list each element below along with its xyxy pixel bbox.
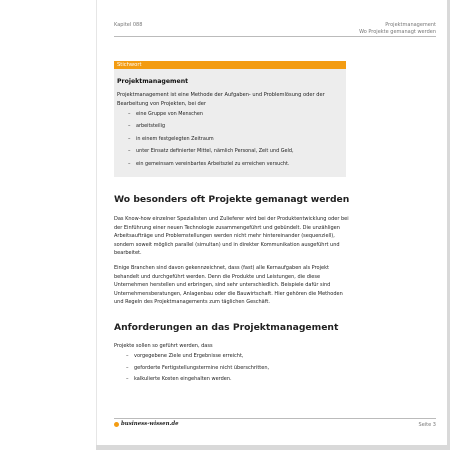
section-heading-requirements: Anforderungen an das Projektmanagement	[114, 322, 339, 333]
requirements-list	[126, 352, 269, 387]
footer-divider	[114, 418, 436, 419]
list-item-text: kalkulierte Kosten eingehalten werden.	[134, 376, 232, 382]
list-item-text: in einem festgelegten Zeitraum	[136, 135, 214, 142]
keyword-box-intro: Projektmanagement ist eine Methode der Aufgaben- und Problemlösung oder der Bearbeitung von Projekten, bei der	[117, 92, 325, 107]
list-item-text: arbeitsteilig	[136, 123, 166, 130]
list-item-text: vorgegebene Ziele und Ergebnisse erreicht,	[134, 353, 244, 359]
keyword-box-list	[128, 110, 294, 172]
header-divider	[114, 36, 436, 37]
dash-bullet: –	[126, 364, 129, 371]
section2-intro: Projekte sollen so geführt werden, dass	[114, 343, 213, 349]
keyword-box	[114, 61, 346, 177]
list-item	[128, 122, 294, 134]
logo-text: business-wissen.de	[121, 421, 179, 427]
list-item	[126, 352, 269, 364]
list-item	[128, 147, 294, 159]
list-item	[126, 364, 269, 376]
section-heading-projects: Wo besonders oft Projekte gemanagt werden	[114, 194, 350, 205]
list-item-text: geforderte Fertigstellungstermine nicht überschritten,	[134, 364, 270, 371]
document-page	[96, 0, 447, 445]
header-topic-line2: Wo Projekte gemanagt werden	[359, 28, 436, 35]
list-item	[128, 160, 294, 172]
list-item	[126, 375, 269, 387]
dash-bullet: –	[126, 376, 129, 382]
footer-logo[interactable]	[114, 421, 179, 427]
dash-bullet: –	[128, 148, 131, 155]
header-chapter: Kapitel 088	[114, 22, 143, 28]
page-number: Seite 3	[418, 422, 436, 428]
list-item-text: unter Einsatz definierter Mittel, nämlich Personal, Zeit und Geld,	[136, 148, 294, 155]
logo-dot-icon	[114, 422, 119, 427]
list-item	[128, 135, 294, 147]
dash-bullet: –	[128, 123, 131, 130]
keyword-box-title: Projektmanagement	[117, 78, 189, 85]
section1-paragraph2: Einige Branchen sind davon gekennzeichnet, dass (fast) alle Kernaufgaben als Projekt behandelt und durchgeführt werden. Denn die Produkte und Leistungen, die diese Unternehmen herstellen und erbringen, sind sehr unterschiedlich. Beispiele dafür sind Unternehmensberatungen, Anlagenbau oder die Bauwirtschaft. Hier gehören die Methoden und Regeln des Projektmanagements zum täglichen Geschäft.	[114, 265, 343, 305]
list-item	[128, 110, 294, 122]
dash-bullet: –	[128, 111, 131, 117]
header-topic-line1: Projektmanagement	[385, 22, 436, 28]
keyword-box-label: Stichwort	[114, 61, 346, 69]
header-topic	[359, 22, 436, 35]
dash-bullet: –	[128, 135, 131, 142]
list-item-text: ein gemeinsam vereinbartes Arbeitsziel zu erreichen versucht.	[136, 160, 290, 167]
dash-bullet: –	[126, 353, 129, 359]
page-shadow-bottom	[96, 445, 450, 450]
section1-paragraph1: Das Know-how einzelner Spezialisten und Zulieferer wird bei der Produktentwicklung oder bei der Einführung einer neuen Technologie zusammengeführt und gebündelt. Die unzähligen Arbeitsaufträge und Problemstellungen werden nicht mehr hintereinander (sequenziell), sondern soweit möglich parallel (simultan) und in direkter Kommunikation ausgeführt und bearbeitet.	[114, 216, 349, 256]
dash-bullet: –	[128, 160, 131, 167]
list-item-text: eine Gruppe von Menschen	[136, 111, 204, 117]
